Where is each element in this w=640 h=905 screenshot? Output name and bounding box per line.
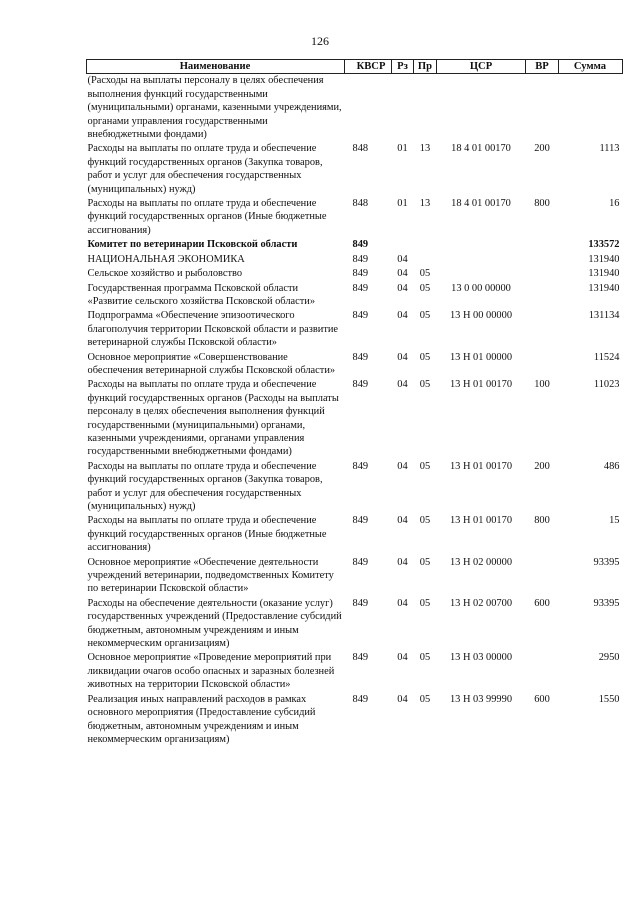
table-row — [87, 556, 623, 597]
cell-vr: 800 — [534, 198, 550, 210]
table-row — [87, 378, 623, 459]
cell-sum: 11524 — [593, 351, 620, 363]
cell-pr: 05 — [419, 282, 431, 294]
cell-rz — [392, 238, 414, 252]
table-row — [87, 309, 623, 350]
table-row — [87, 460, 623, 515]
cell-rz: 01 — [397, 143, 408, 155]
budget-table — [86, 59, 623, 747]
cell-name: Расходы на выплаты по оплате труда и обеспечение функций государственных органов (Закупка товаров, работ и услуг для обеспечения государственных (муниципальных) нужд) — [87, 143, 323, 195]
cell-kvsr — [345, 74, 392, 143]
cell-csr: 18 4 01 00170 — [451, 198, 511, 210]
cell-vr — [526, 651, 559, 692]
cell-sum: 1113 — [599, 143, 620, 155]
table-row — [87, 651, 623, 692]
cell-sum: 2950 — [598, 652, 620, 664]
cell-name: Расходы на выплаты по оплате труда и обеспечение функций государственных органов (Расходы на выплаты персоналу в целях обеспечения выполнения функций государственными (муниципальными) органами, казенными учреждениями, органами управления государственными внебюджетными фондами) — [87, 379, 339, 458]
cell-kvsr: 849 — [352, 310, 369, 322]
cell-vr — [526, 309, 559, 350]
cell-rz: 04 — [397, 351, 408, 363]
cell-name: Основное мероприятие «Совершенствование обеспечения ветеринарной службы Псковской области» — [87, 351, 336, 376]
cell-pr — [414, 74, 437, 143]
table-row — [87, 142, 623, 197]
table-row — [87, 267, 623, 281]
cell-sum: 131134 — [588, 310, 620, 322]
cell-rz: 01 — [397, 198, 408, 210]
table-row — [87, 282, 623, 310]
cell-kvsr: 849 — [352, 460, 369, 472]
cell-kvsr: 849 — [352, 515, 369, 527]
cell-rz: 04 — [397, 268, 408, 280]
cell-name: Расходы на обеспечение деятельности (оказание услуг) государственных учреждений (Предоставление субсидий бюджетным, автономным учреждениям и иным некоммерческим организациям) — [87, 597, 342, 650]
cell-kvsr: 848 — [352, 198, 369, 210]
cell-vr: 600 — [534, 693, 550, 705]
cell-sum — [559, 74, 623, 143]
cell-name: (Расходы на выплаты персоналу в целях обеспечения выполнения функций государственными (муниципальными) органами, казенными учреждениями, органами управления государственными внебюджетными фондами) — [87, 75, 342, 141]
table-row — [87, 238, 623, 252]
cell-pr: 05 — [419, 268, 431, 280]
cell-csr: 13 Н 00 00000 — [449, 310, 513, 322]
cell-vr: 600 — [534, 597, 550, 609]
cell-sum: 93395 — [593, 597, 620, 609]
cell-pr: 05 — [419, 351, 431, 363]
cell-kvsr: 848 — [352, 143, 369, 155]
cell-name: Расходы на выплаты по оплате труда и обеспечение функций государственных органов (Иные бюджетные ассигнования) — [87, 198, 327, 236]
cell-sum: 11023 — [593, 379, 620, 391]
column-header-sum: Сумма — [559, 60, 623, 74]
cell-sum: 486 — [603, 460, 620, 472]
cell-kvsr: 849 — [352, 652, 369, 664]
cell-kvsr: 849 — [352, 253, 369, 265]
cell-name: Расходы на выплаты по оплате труда и обеспечение функций государственных органов (Закупка товаров, работ и услуг для обеспечения государственных (муниципальных) нужд) — [87, 460, 323, 512]
table-row — [87, 693, 623, 748]
cell-csr — [437, 74, 526, 143]
cell-sum: 131940 — [588, 253, 620, 265]
cell-vr — [526, 74, 559, 143]
cell-rz: 04 — [397, 652, 408, 664]
cell-vr: 200 — [534, 143, 550, 155]
cell-kvsr: 849 — [352, 268, 369, 280]
cell-csr: 18 4 01 00170 — [451, 143, 511, 155]
table-body — [87, 74, 623, 747]
cell-csr: 13 Н 01 00170 — [449, 460, 513, 472]
cell-kvsr: 849 — [352, 379, 369, 391]
table-row — [87, 351, 623, 379]
column-header-kvsr: КВСР — [345, 60, 392, 74]
cell-csr: 13 Н 03 99990 — [449, 693, 513, 705]
column-header-vr: ВР — [526, 60, 559, 74]
cell-pr: 05 — [419, 310, 431, 322]
cell-pr — [414, 238, 437, 252]
cell-sum: 15 — [609, 515, 620, 527]
cell-pr — [414, 253, 437, 267]
cell-pr: 05 — [419, 379, 431, 391]
cell-kvsr: 849 — [352, 693, 369, 705]
cell-csr — [437, 238, 526, 252]
cell-csr: 13 Н 02 00000 — [449, 556, 513, 568]
cell-csr: 13 Н 02 00700 — [449, 597, 513, 609]
cell-name: Сельское хозяйство и рыболовство — [87, 268, 243, 280]
cell-csr: 13 Н 01 00000 — [449, 351, 513, 363]
cell-sum: 93395 — [593, 556, 620, 568]
cell-kvsr: 849 — [352, 282, 369, 294]
cell-sum: 133572 — [588, 239, 620, 251]
column-header-name: Наименование — [87, 60, 345, 74]
cell-pr: 13 — [419, 143, 431, 155]
cell-vr: 200 — [534, 460, 550, 472]
cell-pr: 05 — [419, 460, 431, 472]
cell-name: Комитет по ветеринарии Псковской области — [87, 239, 298, 251]
cell-vr — [526, 282, 559, 310]
column-header-csr: ЦСР — [437, 60, 526, 74]
cell-vr — [526, 267, 559, 281]
cell-vr: 100 — [534, 379, 550, 391]
cell-name: Расходы на выплаты по оплате труда и обеспечение функций государственных органов (Иные бюджетные ассигнования) — [87, 515, 327, 554]
cell-kvsr: 849 — [352, 351, 369, 363]
cell-name: Подпрограмма «Обеспечение эпизоотического благополучия территории Псковской области и развитие ветеринарной службы Псковской области» — [87, 310, 339, 349]
cell-sum: 131940 — [588, 282, 620, 294]
cell-csr: 13 Н 01 00170 — [449, 515, 513, 527]
table-row — [87, 74, 623, 143]
cell-csr — [437, 253, 526, 267]
cell-vr — [526, 238, 559, 252]
cell-pr: 05 — [419, 693, 431, 705]
cell-kvsr: 849 — [352, 597, 369, 609]
cell-sum: 16 — [609, 198, 620, 210]
cell-vr — [526, 351, 559, 379]
table-header-row — [87, 60, 623, 74]
cell-name: Основное мероприятие «Проведение мероприятий при ликвидации очагов особо опасных и заразных болезней животных на территории Псковской области» — [87, 652, 335, 691]
cell-rz: 04 — [397, 556, 408, 568]
cell-pr: 05 — [419, 556, 431, 568]
page-number: 126 — [311, 34, 329, 48]
cell-sum: 131940 — [588, 268, 620, 280]
cell-name: Реализация иных направлений расходов в рамках основного мероприятия (Предоставление субсидий бюджетным, автономным учреждениям и иным некоммерческим организациям) — [87, 693, 316, 745]
cell-pr: 05 — [419, 597, 431, 609]
cell-rz: 04 — [397, 253, 408, 265]
cell-rz: 04 — [397, 379, 408, 391]
cell-kvsr: 849 — [352, 556, 369, 568]
table-row — [87, 597, 623, 652]
cell-name: Основное мероприятие «Обеспечение деятельности учреждений ветеринарии, подведомственных Комитету по ветеринарии Псковской области» — [87, 556, 334, 595]
cell-rz: 04 — [397, 460, 408, 472]
cell-rz: 04 — [397, 310, 408, 322]
cell-vr: 800 — [534, 515, 550, 527]
cell-pr: 05 — [419, 515, 431, 527]
table-row — [87, 253, 623, 267]
cell-kvsr: 849 — [352, 239, 369, 251]
cell-sum: 1550 — [598, 693, 620, 705]
cell-csr: 13 Н 03 00000 — [449, 652, 513, 664]
column-header-rz: Рз — [392, 60, 414, 74]
table-row — [87, 514, 623, 555]
column-header-pr: Пр — [414, 60, 437, 74]
cell-pr: 13 — [419, 198, 431, 210]
cell-rz: 04 — [397, 597, 408, 609]
cell-rz: 04 — [397, 693, 408, 705]
table-row — [87, 197, 623, 238]
cell-csr: 13 Н 01 00170 — [449, 379, 513, 391]
cell-csr — [437, 267, 526, 281]
cell-name: НАЦИОНАЛЬНАЯ ЭКОНОМИКА — [87, 253, 245, 265]
cell-rz: 04 — [397, 282, 408, 294]
cell-vr — [526, 556, 559, 597]
cell-rz: 04 — [397, 515, 408, 527]
cell-vr — [526, 253, 559, 267]
cell-pr: 05 — [419, 652, 431, 664]
cell-csr: 13 0 00 00000 — [451, 282, 511, 294]
cell-name: Государственная программа Псковской области «Развитие сельского хозяйства Псковской области» — [87, 282, 316, 307]
cell-rz — [392, 74, 414, 143]
